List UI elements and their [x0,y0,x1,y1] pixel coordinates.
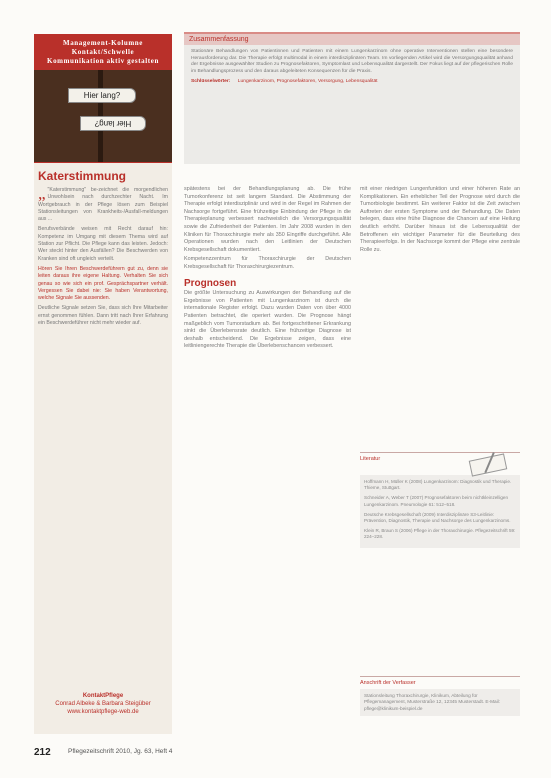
sidebar-paragraph: „ "Katerstimmung" be-zeichnet die morgendlichen Unwohlsein nach durchzechter Nacht. Im Wortgebrauch in der Pflege lösen zum Beispiel Stationsleitungen von Krankheits-/Ausfall-meldungen aus ... [38,184,168,223]
literature-box [360,452,520,548]
body-paragraph: Kompetenzzentrum für Thoraxchirurgie der Deutschen Krebsgesellschaft für Thoraxchirurgiezentrum. [184,256,351,270]
author-box [360,676,520,716]
literature-entry: Klein R, Braun S (2006) Pflege in der Thoraxchirurgie. Pflegezeitschrift 59: 224–228. [364,528,516,540]
sidebar-text [34,185,172,327]
sidebar-paragraph: Deutliche Signale setzen Sie, dass sich Ihre Mitarbeiter ernst genommen fühlen. Dann tritt nach Ihrer Erfahrung ein Beschwerdeführer nicht mehr wieder auf. [38,305,168,327]
summary-body [184,45,520,86]
signpost-sign: Hier lang? [68,88,136,103]
sidebar-header [34,34,172,70]
page-number: 212 [34,747,51,758]
sidebar-paragraph: Berufsverbände weisen mit Recht darauf hin: Kompetenz im Umgang mit diesem Thema wird auf Station zur Pflicht. Die Pflege kann das leisten. Jedoch: Wer steckt hinter den Ausfällen? Die Beschwerden von Kranken sind oft ungleich verteilt. [38,226,168,262]
body-paragraph: Die größte Untersuchung zu Auswirkungen der Behandlung auf die Ergebnisse von Patienten mit Lungenkarzinom ist durch die internationale Register erfolgt. Dazu wurden Daten von über 4000 Patienten betrachtet, die operiert wurden. Die Prognose hängt maßgeblich vom Tumorstadium ab. Bei fortgeschrittener Erkrankung sinkt die Überlebensrate deutlich. Eine frühzeitige Diagnose ist deshalb entscheidend. Die Ergebnisse zeigen, dass eine leitliniengerechte Therapie die Überlebenschancen verbessert. [184,290,351,350]
signpost-sign: Hier lang? [80,116,146,131]
signpost-image [34,70,172,163]
keywords-list: Lungenkarzinom, Prognosefaktoren, Versorgung, Lebensqualität [237,79,378,85]
body-paragraph: spätestens bei der Behandlungsplanung ab. Die frühe Tumorkonferenz ist seit langem Standard. Die Abstimmung der Therapie erfolgt interdisziplinär und wird in der Regel im Rahmen der Nachsorge fortgeführt. Eine frühzeitige Einbindung der Pflege in die Therapieplanung verbessert nachweislich die Versorgungsqualität sowie die Zufriedenheit der Patienten. Im Jahr 2008 wurden in den Kliniken für Thoraxchirurgie mehr als 350 Eingriffe durchgeführt. Alle Operationen wurden nach den Leitlinien der Deutschen Krebsgesellschaft dokumentiert. [184,186,351,253]
sidebar-footer-title: KontaktPflege [82,693,124,699]
body-paragraph: mit einer niedrigen Lungenfunktion und einer höheren Rate an Komplikationen. Ein erheblicher Teil der Prognose wird durch die Tumorbiologie bestimmt. Ein weiterer Faktor ist die Zeit zwischen Auftreten der ersten Symptome und der Behandlung. Die Daten belegen, dass eine frühe Diagnose die Chancen auf eine Heilung deutlich erhöht. Darüber hinaus ist die Lebensqualität der Betroffenen ein wichtiger Parameter für die Beurteilung des Therapieerfolgs. In der Nachsorge kommt der Pflege eine zentrale Rolle zu. [360,186,520,253]
sidebar-header-line: Kommunikation aktiv gestalten [47,57,159,65]
literature-entry: Schneider A, Weber T (2007) Prognosefaktoren beim nichtkleinzelligen Lungenkarzinom. Pneumologie 61: 512–518. [364,495,509,507]
author-label: Anschrift der Verfasser [360,676,520,689]
sidebar-title: Katerstimmung [38,169,127,183]
sidebar-paragraph: Hören Sie Ihren Beschwerdeführern gut zu, denn sie leiten daraus ihre eigene Haltung. Verhalten Sie sich genau so wie sich ein prof. Gesprächspartner verhält. Vergessen Sie dabei nie: Sie haben Verantwortung, welche Signale Sie aussenden. [38,265,168,302]
keywords-label: Schlüsselwörter: [191,79,231,85]
keywords-row [191,79,513,86]
summary-title: Zusammenfassung [184,34,520,45]
literature-entry: Hoffmann H, Müller K (2008) Lungenkarzinom: Diagnostik und Therapie. Thieme, Stuttgart. [364,479,512,491]
summary-text: Stationäre Behandlungen von Patientinnen und Patienten mit einem Lungenkarzinom ohne operative Interventionen stellen eine besondere Herausforderung dar. Die Therapie erfolgt multimodal in einem interdisziplinären Team. Im vorliegenden Artikel wird die Versorgungsqualität anhand der Ergebnisse ausgewählter Studien zu Prognosefaktoren, Symptomlast und Lebensqualität dargestellt. Der Fokus liegt auf der pflegerischen Rolle im Behandlungsprozess und den daraus abgeleiteten Konsequenzen für die Praxis. [191,49,513,74]
summary-box [184,32,520,164]
sidebar-header-line: Management-Kolumne [62,39,143,47]
author-address: Stationsleitung Thoraxchirurgie, Klinikum, Abteilung für Pflegemanagement, Musterstraße 12, 12345 Musterstadt. E-Mail: pflege@klinikum-beispiel.de [360,689,520,716]
sidebar-header-line: Kontakt/Schwelle [71,48,135,56]
sidebar-footer-url[interactable]: www.kontaktpflege-web.de [67,709,139,715]
publication-line: Pflegezeitschrift 2010, Jg. 63, Heft 4 [68,748,173,755]
section-heading: Prognosen [184,277,237,289]
body-column-right [360,186,520,254]
literature-label: Literatur [360,456,381,462]
management-column-sidebar [34,34,172,734]
body-column-left [184,186,351,351]
literature-entry: Deutsche Krebsgesellschaft (2009) Interdisziplinäre S3-Leitlinie: Prävention, Diagnostik, Therapie und Nachsorge des Lungenkarzinoms. [364,511,511,524]
sidebar-footer-names: Conrad Albeke & Barbara Steigüber [55,701,151,707]
literature-list [360,475,520,548]
drop-cap: „ [38,184,46,203]
sidebar-footer [34,692,172,716]
